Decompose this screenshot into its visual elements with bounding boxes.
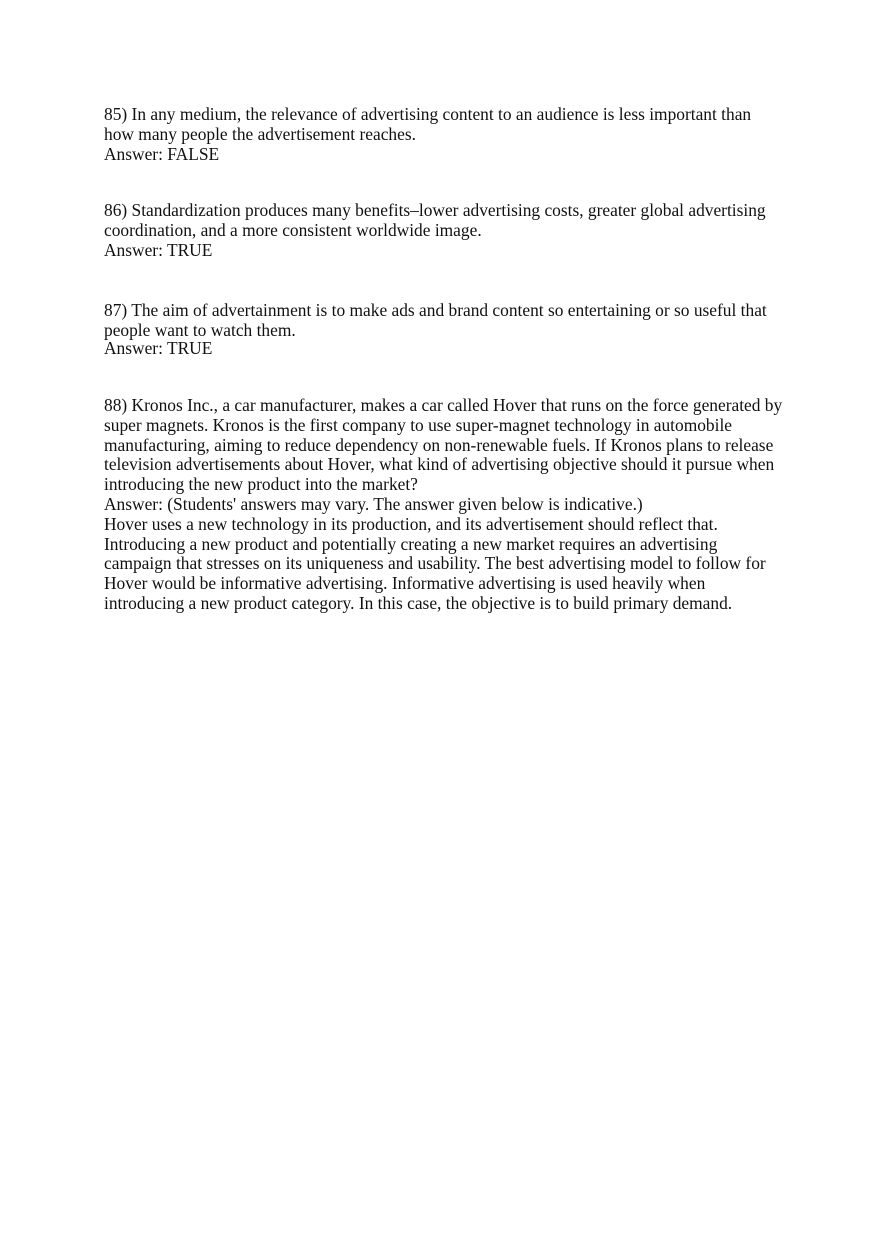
question-stem: 86) Standardization produces many benefits–lower advertising costs, greater global advertising coordination, and a more consistent worldwide image.: [104, 200, 766, 240]
question-stem: 88) Kronos Inc., a car manufacturer, makes a car called Hover that runs on the force generated by super magnets. Kronos is the first company to use super-magnet technology in automobile manufacturing, aiming to reduce dependency on non-renewable fuels. If Kronos plans to release television advertisements about Hover, what kind of advertising objective should it pursue when introducing the new product into the market?: [104, 395, 783, 495]
question-stem: 87) The aim of advertainment is to make ads and brand content so entertaining or so useful that people want to watch them.: [104, 300, 767, 340]
question-87: [104, 301, 784, 358]
question-answer: Answer: (Students' answers may vary. The answer given below is indicative.): [104, 493, 643, 514]
question-answer: Answer: TRUE: [104, 239, 213, 260]
question-answer: Answer: TRUE: [104, 337, 213, 358]
question-86: [104, 201, 784, 260]
question-88: [104, 396, 784, 614]
question-stem: 85) In any medium, the relevance of advertising content to an audience is less important than how many people the advertisement reaches.: [104, 104, 752, 144]
question-85: [104, 105, 784, 164]
answer-explanation: Hover uses a new technology in its production, and its advertisement should reflect that. Introducing a new product and potentially creating a new market requires an advertising campaign that stresses on its uniqueness and usability. The best advertising model to follow for Hover would be informative advertising. Informative advertising is used heavily when introducing a new product category. In this case, the objective is to build primary demand.: [104, 513, 766, 613]
question-answer: Answer: FALSE: [104, 143, 220, 164]
